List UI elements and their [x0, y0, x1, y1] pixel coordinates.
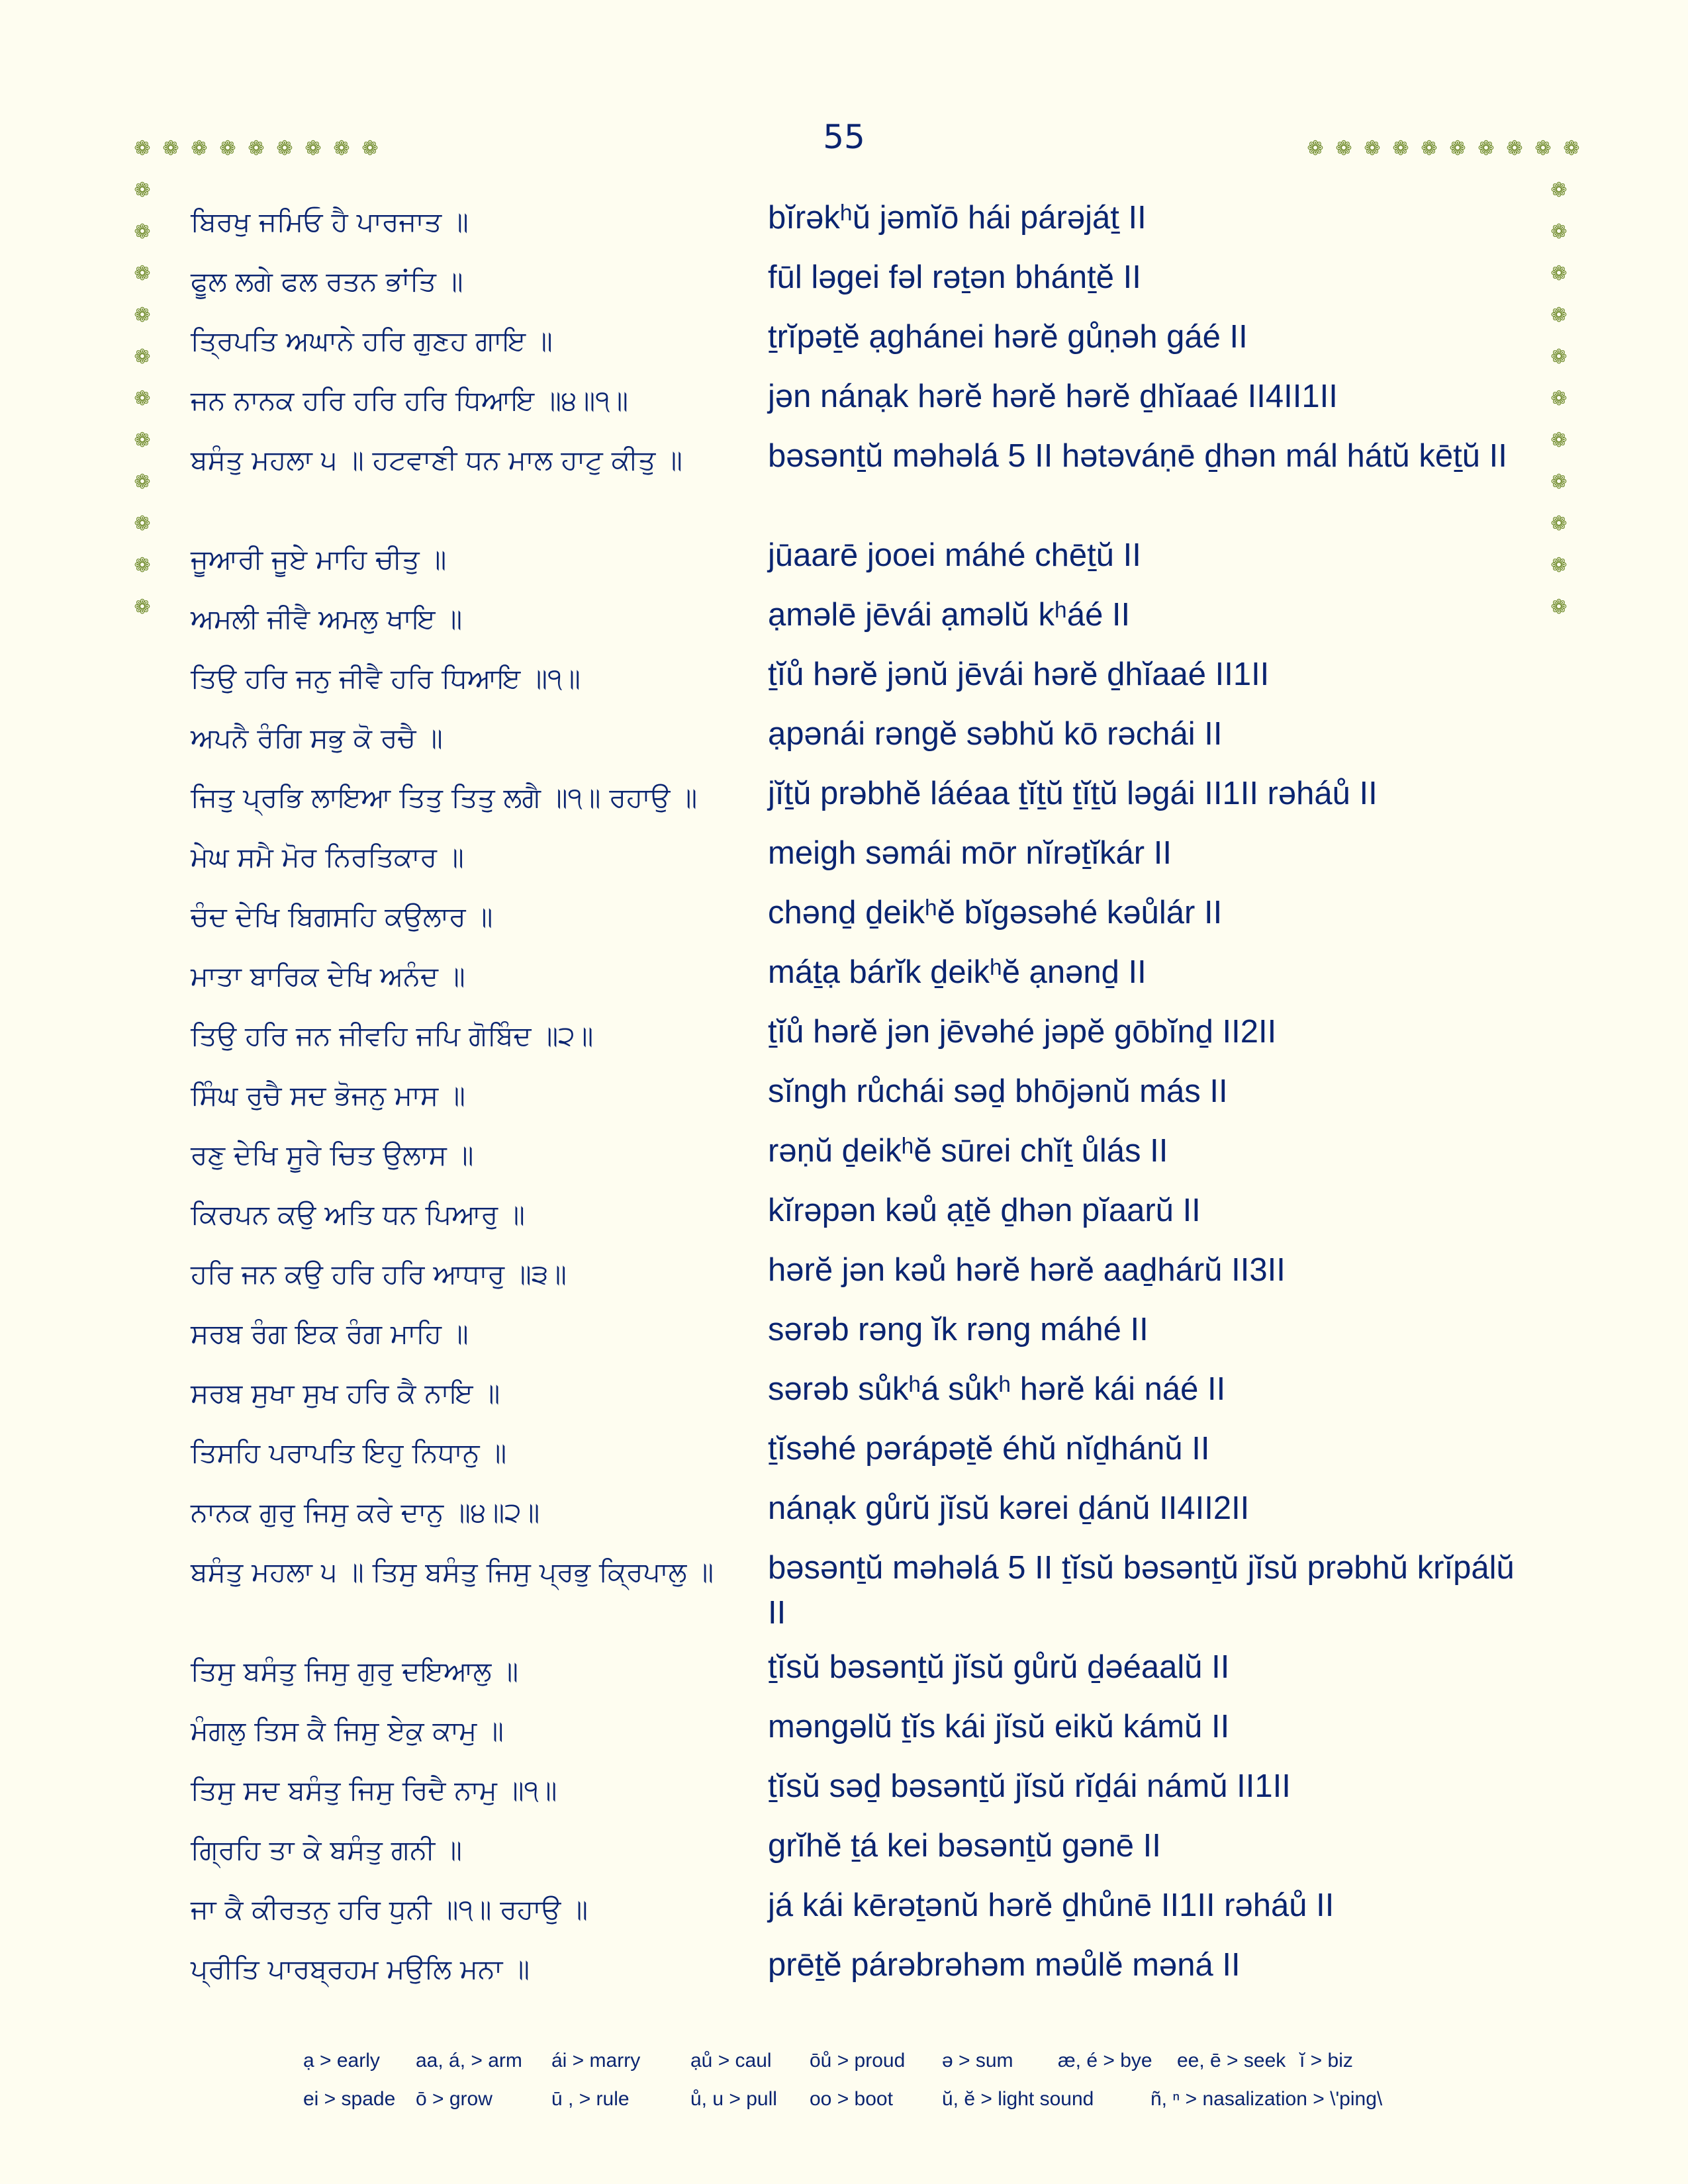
- legend-item: ū , > rule: [551, 2088, 630, 2110]
- verse-row: [191, 711, 1528, 771]
- gurmukhi-line: ਅਮਲੀ ਜੀਵੈ ਅਮਲੁ ਖਾਇ ॥: [191, 603, 463, 635]
- transliteration-line: bəsənṯŭ məhəlá 5 II hətəváṇē ḏhən mál hátŭ kēṯŭ II: [768, 438, 1507, 474]
- page-number: 55: [823, 118, 865, 156]
- gurmukhi-line: ਜਿਤੁ ਪ੍ਰਭਿ ਲਾਇਆ ਤਿਤੁ ਤਿਤੁ ਲਗੈ ॥੧॥ ਰਹਾਉ ॥: [191, 782, 698, 813]
- gurmukhi-line: ਤਿਉ ਹਰਿ ਜਨੁ ਜੀਵੈ ਹਰਿ ਧਿਆਇ ॥੧॥: [191, 662, 581, 694]
- legend-item: ei > spade: [303, 2088, 396, 2110]
- flower-icon: ❁: [1307, 137, 1324, 160]
- flower-icon: ❁: [134, 137, 151, 160]
- gurmukhi-line: ਤਿਸੁ ਬਸੰਤੁ ਜਿਸੁ ਗੁਰੁ ਦਇਆਲੁ ॥: [191, 1655, 519, 1687]
- flower-icon: ❁: [1335, 137, 1352, 160]
- transliteration-line: já kái kērəṯənŭ hərĕ ḏhůnē II1II rəháů II: [768, 1888, 1335, 1923]
- flower-icon: ❁: [162, 137, 179, 160]
- transliteration-line: bəsənṯŭ məhəlá 5 II ṯĭsŭ bəsənṯŭ jĭsŭ prəbhŭ krĭpálŭ II: [768, 1550, 1515, 1631]
- flower-icon: ❁: [1392, 137, 1409, 160]
- transliteration-line: ṯrĭpəṯĕ ạghánei hərĕ gůṇəh gáé II: [768, 319, 1248, 355]
- flower-icon: ❁: [1563, 137, 1580, 160]
- verse-row: [191, 1426, 1528, 1486]
- transliteration-line: ạpənái rəngĕ səbhŭ kō rəchái II: [768, 716, 1223, 752]
- gurmukhi-line: ਜੂਆਰੀ ਜੂਏ ਮਾਹਿ ਚੀਤੁ ॥: [191, 543, 447, 575]
- transliteration-line: ṯĭů hərĕ jən jēvəhé jəpĕ gōbĭnḏ II2II: [768, 1014, 1277, 1050]
- flower-icon: ❁: [1550, 429, 1568, 452]
- gurmukhi-line: ਤ੍ਰਿਪਤਿ ਅਘਾਨੇ ਹਰਿ ਗੁਣਹ ਗਾਇ ॥: [191, 325, 553, 357]
- flower-icon: ❁: [134, 554, 151, 577]
- flower-icon: ❁: [1550, 471, 1568, 494]
- gurmukhi-line: ਬਸੰਤੁ ਮਹਲਾ ੫ ॥ ਹਟਵਾਣੀ ਧਨ ਮਾਲ ਹਾਟੁ ਕੀਤੁ ॥: [191, 444, 682, 476]
- gurmukhi-line: ਸਿੰਘ ਰੁਚੈ ਸਦ ਭੋਜਨੁ ਮਾਸ ॥: [191, 1079, 465, 1111]
- gurmukhi-line: ਜਨ ਨਾਨਕ ਹਰਿ ਹਰਿ ਹਰਿ ਧਿਆਇ ॥੪॥੧॥: [191, 385, 628, 416]
- legend-item: ái > marry: [551, 2050, 641, 2071]
- legend-item: ə > sum: [942, 2050, 1013, 2071]
- gurmukhi-line: ਸਰਬ ਸੁਖਾ ਸੁਖ ਹਰਿ ਕੈ ਨਾਇ ॥: [191, 1377, 500, 1409]
- flower-icon: ❁: [1449, 137, 1466, 160]
- legend-item: aa, á, > arm: [416, 2050, 522, 2071]
- flower-icon: ❁: [134, 262, 151, 285]
- legend-item: oo > boot: [810, 2088, 893, 2110]
- verse-row: [191, 195, 1528, 255]
- verse-row: [191, 1367, 1528, 1426]
- flower-icon: ❁: [1550, 220, 1568, 244]
- verse-row: [191, 652, 1528, 711]
- verse-list: [191, 195, 1528, 2002]
- verse-row: [191, 1009, 1528, 1069]
- flower-icon: ❁: [191, 137, 208, 160]
- flower-icon: ❁: [276, 137, 293, 160]
- gurmukhi-line: ਬਸੰਤੁ ਮਹਲਾ ੫ ॥ ਤਿਸੁ ਬਸੰਤੁ ਜਿਸੁ ਪ੍ਰਭੁ ਕ੍ਰਿਪਾਲੁ ॥: [191, 1556, 714, 1588]
- transliteration-line: jən nánạk hərĕ hərĕ hərĕ ḏhĭaaé II4II1II: [768, 379, 1338, 414]
- gurmukhi-line: ਹਰਿ ਜਨ ਕਉ ਹਰਿ ਹਰਿ ਆਧਾਰੁ ॥੩॥: [191, 1258, 567, 1290]
- transliteration-line: hərĕ jən kəů hərĕ hərĕ aaḏhárŭ II3II: [768, 1252, 1286, 1288]
- verse-row: [191, 1942, 1528, 2002]
- flower-icon: ❁: [1550, 387, 1568, 410]
- gurmukhi-line: ਤਿਉ ਹਰਿ ਜਨ ਜੀਵਹਿ ਜਪਿ ਗੋਬਿੰਦ ॥੨॥: [191, 1020, 594, 1052]
- gurmukhi-line: ਮਾਤਾ ਬਾਰਿਕ ਦੇਖਿ ਅਨੰਦ ॥: [191, 960, 465, 992]
- flower-icon: ❁: [305, 137, 322, 160]
- transliteration-line: ṯĭů hərĕ jənŭ jēvái hərĕ ḏhĭaaé II1II: [768, 657, 1270, 692]
- flower-icon: ❁: [134, 345, 151, 369]
- verse-row: [191, 592, 1528, 652]
- transliteration-line: ạməlē jēvái ạməlŭ kʰáé II: [768, 597, 1131, 633]
- flower-icon: ❁: [1550, 262, 1568, 285]
- transliteration-line: ṯĭsəhé pərápəṯĕ éhŭ nĭḏhánŭ II: [768, 1431, 1210, 1467]
- verse-row: [191, 533, 1528, 592]
- transliteration-line: meigh səmái mōr nĭrəṯĭkár II: [768, 835, 1172, 871]
- verse-row: [191, 771, 1528, 831]
- verse-row: [191, 1645, 1528, 1704]
- verse-row: [191, 1823, 1528, 1883]
- legend-item: ee, ē > seek: [1177, 2050, 1286, 2071]
- flower-icon: ❁: [1534, 137, 1552, 160]
- gurmukhi-line: ਬਿਰਖੁ ਜਮਿਓ ਹੈ ਪਾਰਜਾਤ ॥: [191, 206, 469, 238]
- gurmukhi-line: ਰਣੁ ਦੇਖਿ ਸੂਰੇ ਚਿਤ ਉਲਾਸ ॥: [191, 1139, 474, 1171]
- transliteration-line: sərəb rəng ĭk rəng máhé II: [768, 1312, 1149, 1347]
- verse-row: [191, 890, 1528, 950]
- flower-icon: ❁: [361, 137, 379, 160]
- transliteration-line: ṯĭsŭ bəsənṯŭ jĭsŭ gůrŭ ḏəéaalŭ II: [768, 1649, 1230, 1685]
- verse-row: [191, 1307, 1528, 1367]
- verse-row: [191, 374, 1528, 433]
- transliteration-line: máṯạ bárĭk ḏeikʰĕ ạnənḏ II: [768, 954, 1147, 990]
- legend-item: æ, é > bye: [1058, 2050, 1152, 2071]
- legend-item: ō > grow: [416, 2088, 492, 2110]
- flower-icon: ❁: [134, 220, 151, 244]
- flower-icon: ❁: [219, 137, 236, 160]
- flower-icon: ❁: [1550, 345, 1568, 369]
- gurmukhi-line: ਤਿਸਹਿ ਪਰਾਪਤਿ ਇਹੁ ਨਿਧਾਨੁ ॥: [191, 1437, 507, 1469]
- flower-icon: ❁: [1477, 137, 1495, 160]
- gurmukhi-line: ਮੰਗਲੁ ਤਿਸ ਕੈ ਜਿਸੁ ਏਕੁ ਕਾਮੁ ॥: [191, 1715, 504, 1747]
- flower-icon: ❁: [134, 471, 151, 494]
- transliteration-line: kĭrəpən kəů ạṯĕ ḏhən pĭaarŭ II: [768, 1193, 1201, 1228]
- transliteration-line: ṯĭsŭ səḏ bəsənṯŭ jĭsŭ rĭḏái námŭ II1II: [768, 1768, 1291, 1804]
- verse-row: [191, 1486, 1528, 1545]
- transliteration-line: fūl ləgei fəl rəṯən bhánṯĕ II: [768, 259, 1141, 295]
- flower-icon: ❁: [134, 429, 151, 452]
- gurmukhi-line: ਚੰਦ ਦੇਖਿ ਬਿਗਸਹਿ ਕਉਲਾਰ ॥: [191, 901, 493, 933]
- verse-row: [191, 1704, 1528, 1764]
- verse-row: [191, 433, 1528, 533]
- flower-icon: ❁: [1506, 137, 1523, 160]
- legend-item: ŭ, ĕ > light sound: [942, 2088, 1094, 2110]
- transliteration-line: grĭhĕ ṯá kei bəsənṯŭ gənē II: [768, 1828, 1161, 1864]
- legend-item: ĭ > biz: [1299, 2050, 1353, 2071]
- verse-row: [191, 314, 1528, 374]
- transliteration-line: sərəb sůkʰá sůkʰ hərĕ kái náé II: [768, 1371, 1226, 1407]
- gurmukhi-line: ਕਿਰਪਨ ਕਉ ਅਤਿ ਧਨ ਪਿਆਰੁ ॥: [191, 1199, 525, 1230]
- legend-item: ñ, ⁿ > nasalization > \'ping\: [1150, 2088, 1383, 2110]
- flower-icon: ❁: [1421, 137, 1438, 160]
- verse-row: [191, 1883, 1528, 1942]
- flower-icon: ❁: [1550, 554, 1568, 577]
- gurmukhi-line: ਗ੍ਰਿਹਿ ਤਾ ਕੇ ਬਸੰਤੁ ਗਨੀ ॥: [191, 1834, 462, 1866]
- verse-row: [191, 1545, 1528, 1645]
- verse-row: [191, 831, 1528, 890]
- transliteration-line: bĭrəkʰŭ jəmĭō hái párəjáṯ II: [768, 200, 1147, 236]
- flower-icon: ❁: [248, 137, 265, 160]
- transliteration-line: jĭṯŭ prəbhĕ láéaa ṯĭṯŭ ṯĭṯŭ ləgái II1II rəháů II: [768, 776, 1378, 811]
- legend-item: ạ > early: [303, 2050, 380, 2071]
- legend-item: ōů > proud: [810, 2050, 906, 2071]
- flower-icon: ❁: [134, 179, 151, 202]
- verse-row: [191, 950, 1528, 1009]
- verse-row: [191, 255, 1528, 314]
- transliteration-line: chənḏ ḏeikʰĕ bĭgəsəhé kəůlár II: [768, 895, 1223, 931]
- gurmukhi-line: ਸਰਬ ਰੰਗ ਇਕ ਰੰਗ ਮਾਹਿ ॥: [191, 1318, 469, 1349]
- pronunciation-legend: [303, 2042, 1495, 2118]
- verse-row: [191, 1248, 1528, 1307]
- transliteration-line: məngəlŭ ṯĭs kái jĭsŭ eikŭ kámŭ II: [768, 1709, 1230, 1745]
- verse-row: [191, 1188, 1528, 1248]
- gurmukhi-line: ਮੇਘ ਸਮੈ ਮੋਰ ਨਿਰਤਿਕਾਰ ॥: [191, 841, 464, 873]
- legend-row-2: [303, 2080, 1495, 2118]
- legend-item: ů, u > pull: [690, 2088, 777, 2110]
- flower-icon: ❁: [134, 304, 151, 327]
- flower-icon: ❁: [1550, 596, 1568, 619]
- transliteration-line: rəṇŭ ḏeikʰĕ sūrei chĭṯ ůlás II: [768, 1133, 1168, 1169]
- verse-row: [191, 1069, 1528, 1128]
- transliteration-line: sĭngh růchái səḏ bhōjənŭ más II: [768, 1073, 1228, 1109]
- transliteration-line: nánạk gůrŭ jĭsŭ kərei ḏánŭ II4II2II: [768, 1490, 1250, 1526]
- flower-icon: ❁: [1550, 304, 1568, 327]
- gurmukhi-line: ਫੂਲ ਲਗੇ ਫਲ ਰਤਨ ਭਾਂਤਿ ॥: [191, 265, 463, 297]
- gurmukhi-line: ਤਿਸੁ ਸਦ ਬਸੰਤੁ ਜਿਸੁ ਰਿਦੈ ਨਾਮੁ ॥੧॥: [191, 1774, 557, 1806]
- gurmukhi-line: ਜਾ ਕੈ ਕੀਰਤਨੁ ਹਰਿ ਧੁਨੀ ॥੧॥ ਰਹਾਉ ॥: [191, 1893, 588, 1925]
- flower-icon: ❁: [1364, 137, 1381, 160]
- flower-icon: ❁: [1550, 512, 1568, 535]
- legend-row-1: [303, 2042, 1495, 2080]
- verse-row: [191, 1764, 1528, 1823]
- gurmukhi-line: ਪ੍ਰੀਤਿ ਪਾਰਬ੍ਰਹਮ ਮਉਲਿ ਮਨਾ ॥: [191, 1953, 530, 1985]
- flower-icon: ❁: [134, 387, 151, 410]
- flower-icon: ❁: [134, 512, 151, 535]
- legend-item: ạů > caul: [690, 2050, 772, 2071]
- transliteration-line: prēṯĕ párəbrəhəm məůlĕ məná II: [768, 1947, 1241, 1983]
- gurmukhi-line: ਅਪਨੈ ਰੰਗਿ ਸਭੁ ਕੋ ਰਚੈ ॥: [191, 722, 443, 754]
- verse-row: [191, 1128, 1528, 1188]
- flower-icon: ❁: [134, 596, 151, 619]
- transliteration-line: jūaarē jooei máhé chēṯŭ II: [768, 537, 1141, 573]
- flower-icon: ❁: [1550, 179, 1568, 202]
- gurmukhi-line: ਨਾਨਕ ਗੁਰੁ ਜਿਸੁ ਕਰੇ ਦਾਨੁ ॥੪॥੨॥: [191, 1496, 540, 1528]
- flower-icon: ❁: [333, 137, 350, 160]
